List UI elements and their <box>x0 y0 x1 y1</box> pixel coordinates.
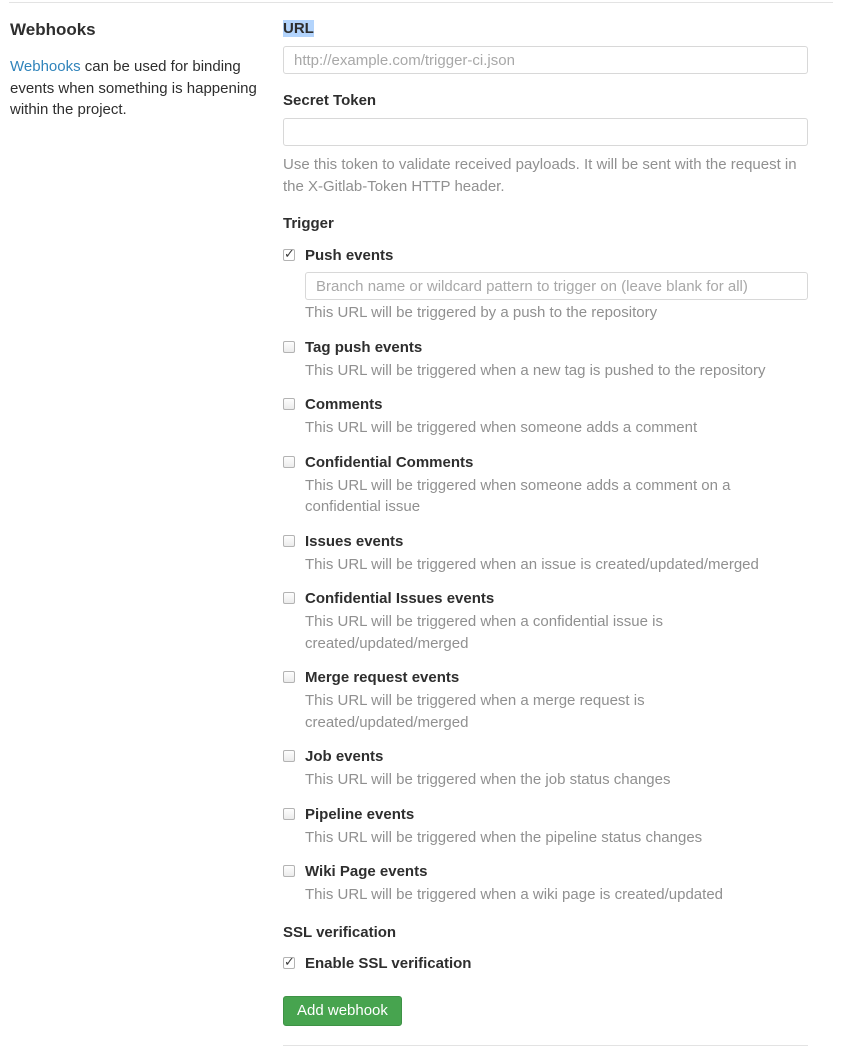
trigger-item <box>283 531 808 576</box>
trigger-item <box>283 588 808 654</box>
secret-token-field-group <box>283 92 808 197</box>
section-title: Webhooks <box>10 20 96 39</box>
section-description <box>10 56 260 121</box>
ssl-verification-label: SSL verification <box>283 923 397 941</box>
trigger-item-help: This URL will be triggered when someone adds a comment <box>305 419 698 436</box>
trigger-checkbox[interactable] <box>283 808 295 820</box>
trigger-group <box>283 215 808 906</box>
trigger-checkbox[interactable] <box>283 750 295 762</box>
webhook-form <box>283 20 808 1046</box>
trigger-item-help: This URL will be triggered by a push to the repository <box>305 304 658 321</box>
trigger-item-help: This URL will be triggered when a new tag is pushed to the repository <box>305 361 766 379</box>
trigger-item <box>283 746 808 791</box>
trigger-checkbox[interactable] <box>283 341 295 353</box>
trigger-item <box>283 861 808 906</box>
trigger-item-help: This URL will be triggered when the pipeline status changes <box>305 828 703 846</box>
trigger-checkbox[interactable] <box>283 671 295 683</box>
trigger-item-help: This URL will be triggered when a confidential issue is created/updated/merged <box>305 613 663 652</box>
trigger-item-help: This URL will be triggered when an issue is created/updated/merged <box>305 555 759 573</box>
trigger-item-label[interactable]: Tag push events <box>305 338 423 356</box>
ssl-checkbox-label: Enable SSL verification <box>305 954 472 972</box>
secret-token-input[interactable] <box>283 118 808 146</box>
trigger-label: Trigger <box>283 215 334 232</box>
trigger-item <box>283 667 808 733</box>
trigger-item-label[interactable]: Pipeline events <box>305 805 415 823</box>
ssl-checkbox[interactable] <box>283 957 295 969</box>
trigger-item <box>283 452 808 518</box>
trigger-checkbox[interactable] <box>283 592 295 604</box>
trigger-item-label[interactable]: Job events <box>305 748 384 765</box>
url-label: URL <box>283 20 314 37</box>
trigger-item-help: This URL will be triggered when a wiki page is created/updated <box>305 886 724 903</box>
trigger-item-label[interactable]: Issues events <box>305 532 404 550</box>
trigger-item <box>283 337 808 382</box>
section-sidebar <box>10 20 272 1046</box>
secret-token-label: Secret Token <box>283 92 377 109</box>
trigger-item-label[interactable]: Confidential Comments <box>305 453 474 471</box>
add-webhook-button[interactable]: Add webhook <box>283 996 402 1026</box>
url-input[interactable] <box>283 46 808 74</box>
trigger-item-help: This URL will be triggered when the job status changes <box>305 771 671 788</box>
trigger-list <box>283 245 808 906</box>
trigger-item-label[interactable]: Merge request events <box>305 669 460 686</box>
bottom-divider <box>283 1045 808 1046</box>
url-field-group <box>283 20 808 74</box>
trigger-item <box>283 245 808 324</box>
ssl-checkbox-item <box>283 953 808 975</box>
trigger-item <box>283 394 808 439</box>
trigger-checkbox[interactable] <box>283 398 295 410</box>
ssl-verification-group <box>283 924 808 975</box>
secret-token-help: Use this token to validate received payloads. It will be sent with the request in the X-Gitlab-Token HTTP header. <box>283 156 797 195</box>
trigger-checkbox[interactable] <box>283 535 295 547</box>
trigger-checkbox[interactable] <box>283 456 295 468</box>
trigger-item <box>283 804 808 849</box>
trigger-item-help: This URL will be triggered when a merge request is created/updated/merged <box>305 692 645 731</box>
trigger-item-label[interactable]: Comments <box>305 396 383 413</box>
trigger-item-label[interactable]: Confidential Issues events <box>305 590 495 607</box>
section-description-text: can be used for binding events when something is happening within the project. <box>10 58 257 118</box>
trigger-item-label[interactable]: Wiki Page events <box>305 863 428 880</box>
branch-filter-input[interactable] <box>305 272 808 300</box>
trigger-item-help: This URL will be triggered when someone adds a comment on a confidential issue <box>305 476 731 515</box>
trigger-checkbox[interactable] <box>283 865 295 877</box>
webhooks-doc-link[interactable]: Webhooks <box>10 58 81 75</box>
trigger-checkbox[interactable] <box>283 249 295 261</box>
trigger-item-label[interactable]: Push events <box>305 247 394 264</box>
webhooks-settings-section <box>0 3 842 1046</box>
